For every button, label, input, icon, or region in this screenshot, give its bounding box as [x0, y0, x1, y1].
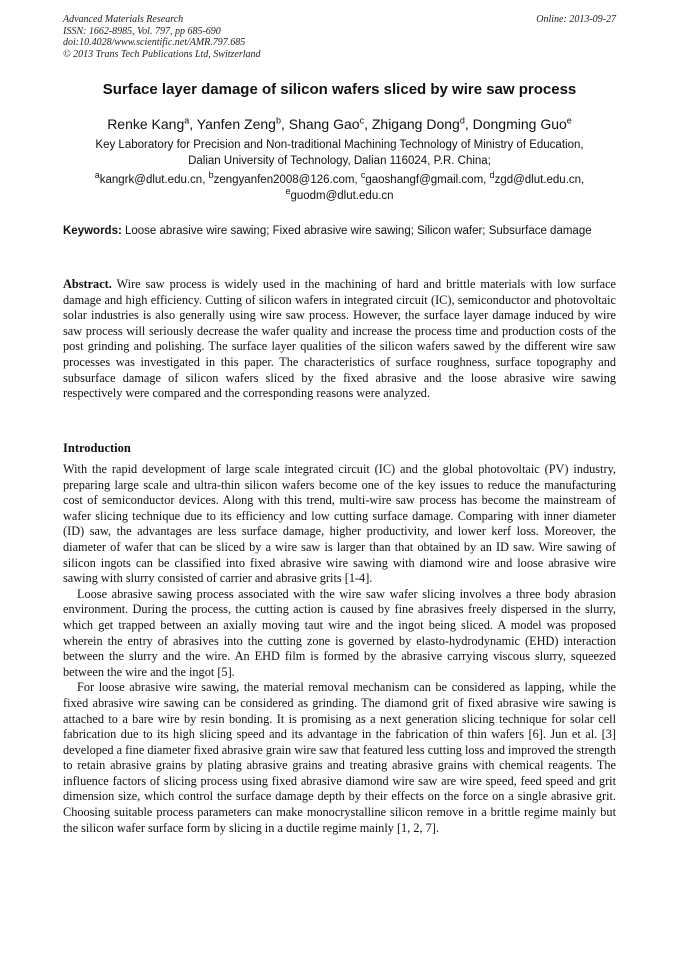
section-heading: Introduction [63, 441, 131, 455]
doi-line: doi:10.4028/www.scientific.net/AMR.797.685 [63, 37, 246, 48]
author-affil-marker: a [184, 115, 190, 126]
paragraph: With the rapid development of large scale integrated circuit (IC) and the global photovoltaic (PV) industry, preparing large scale and ultra-thin silicon wafers become one of the key issues to reduce the manufacturing cost of semiconductor devices. Along with this trend, multi-wire saw process has become the mainstream of wafer slicing technique due to its efficiency and low cutting surface damage. Comparing with inner diameter (ID) saw, the advantages are less surface damage, higher productivity, and lower kerf loss. Moreover, the diameter of wafer that can be sliced by a wire saw is larger than that obtained by an ID saw. Wire sawing of silicon ingots can be classified into fixed abrasive wire sawing with diamond wire and loose abrasive wire sawing with slurry consisted of carrier and abrasive grits [1-4]. [63, 462, 616, 586]
email-marker: c [360, 170, 366, 181]
paper-title: Surface layer damage of silicon wafers sliced by wire saw process [102, 81, 577, 98]
email-address: zgd@dlut.edu.cn [494, 174, 582, 186]
journal-name: Advanced Materials Research [63, 14, 184, 25]
author-affil-marker: d [459, 115, 465, 126]
abstract-text: Wire saw process is widely used in the machining of hard and brittle materials with low surface damage and high efficiency. Cutting of silicon wafers in integrated circuit (IC), semiconductor and photovoltaic solar industries is also generally using wire saw process. However, the surface layer damage induced by wire saw process will seriously decrease the wafer quality and increase the process time and production costs of the post grinding and polishing. The surface layer qualities of the silicon wafers sawed by the different wire saw processes was investigated in this paper. The characteristics of surface roughness, surface topography and subsurface damage of silicon wafers sliced by the fixed abrasive and the loose abrasive wire sawing respectively were compared and the corresponding reasons were analyzed. [63, 277, 616, 401]
email-list: $^a$kangrk@dlut.edu.cn, $^b$zengyanfen2008@126.com, $^c$gaoshangf@gmail.com, $^d$zgd@dlut.edu.cn, $^e$guodm@dlut.edu.cn [94, 170, 585, 202]
copyright-line: © 2013 Trans Tech Publications Ltd, Switzerland [63, 48, 261, 60]
email-marker: e [285, 185, 291, 196]
affiliation-line: Key Laboratory for Precision and Non-traditional Machining Technology of Ministry of Education, [95, 139, 584, 151]
abstract [63, 277, 616, 402]
keywords-label: Keywords: [63, 225, 122, 237]
keywords [63, 224, 616, 239]
affiliation [63, 138, 616, 169]
email-address: zengyanfen2008@126.com [213, 174, 355, 186]
author-name: Dongming Guo [472, 116, 567, 132]
author-name: Shang Gao [288, 116, 360, 132]
email-address: kangrk@dlut.edu.cn [99, 174, 203, 186]
email-marker: b [208, 170, 214, 181]
author-list: Renke Kang$^a$, Yanfen Zeng$^b$, Shang Gao$^c$, Zhigang Dong$^d$, Dongming Guo$^e$ [107, 115, 572, 132]
journal-header [63, 14, 616, 60]
author-affil-marker: e [566, 115, 572, 126]
author-name: Zhigang Dong [371, 116, 460, 132]
paragraph: Loose abrasive sawing process associated with the wire saw wafer slicing involves a three body abrasion environment. During the process, the cutting action is caused by fine abrasives freely dispersed in the slurry, which get trapped between an axially moving taut wire and the ingot being sliced. A model was proposed wherein the entry of abrasives into the cutting zone is governed by elasto-hydrodynamic (EHD) interaction between the slurry and the wire. An EHD film is formed by the abrasive carrying viscous slurry, squeezed between the wire and the ingot [5]. [63, 586, 616, 679]
author-name: Yanfen Zeng [196, 116, 276, 132]
email-marker: d [489, 170, 495, 181]
affiliation-line: Dalian University of Technology, Dalian 116024, P.R. China; [188, 154, 491, 167]
online-date: Online: 2013-09-27 [536, 14, 616, 25]
keywords-text: Loose abrasive wire sawing; Fixed abrasive wire sawing; Silicon wafer; Subsurface damage [125, 225, 592, 237]
introduction-body [63, 462, 616, 836]
email-marker: a [94, 170, 100, 181]
abstract-label: Abstract. [63, 277, 112, 291]
issn-line: ISSN: 1662-8985, Vol. 797, pp 685-690 [63, 25, 221, 37]
email-address: guodm@dlut.edu.cn [290, 189, 394, 202]
author-name: Renke Kang [107, 116, 185, 132]
paragraph: For loose abrasive wire sawing, the material removal mechanism can be considered as lapping, while the fixed abrasive wire sawing can be considered as grinding. The diamond grit of fixed abrasive wire sawing is attached to a bare wire by resin bonding. It is promising as a next generation slicing technique for solar cell fabrication due to its high slicing speed and its advantage in the fabrication of thin wafers [6]. Jun et al. [3] developed a fine diameter fixed abrasive grain wire saw that featured less cutting loss and improved the strength to retain abrasive grains by plating abrasive grains and treating abrasive grains with chemical reagents. The influence factors of slicing process using fixed abrasive diamond wire saw are wire speed, feed speed and grit dimension size, which control the surface damage depth by their effects on the force on a single abrasive grit. Choosing suitable process parameters can make monocrystalline silicon remove in a brittle regime mainly but the silicon wafer surface form by slicing in a ductile regime mainly [1, 2, 7]. [63, 680, 616, 835]
author-affil-marker: b [275, 115, 281, 126]
email-address: gaoshangf@gmail.com [365, 174, 484, 186]
author-affil-marker: c [359, 115, 365, 126]
